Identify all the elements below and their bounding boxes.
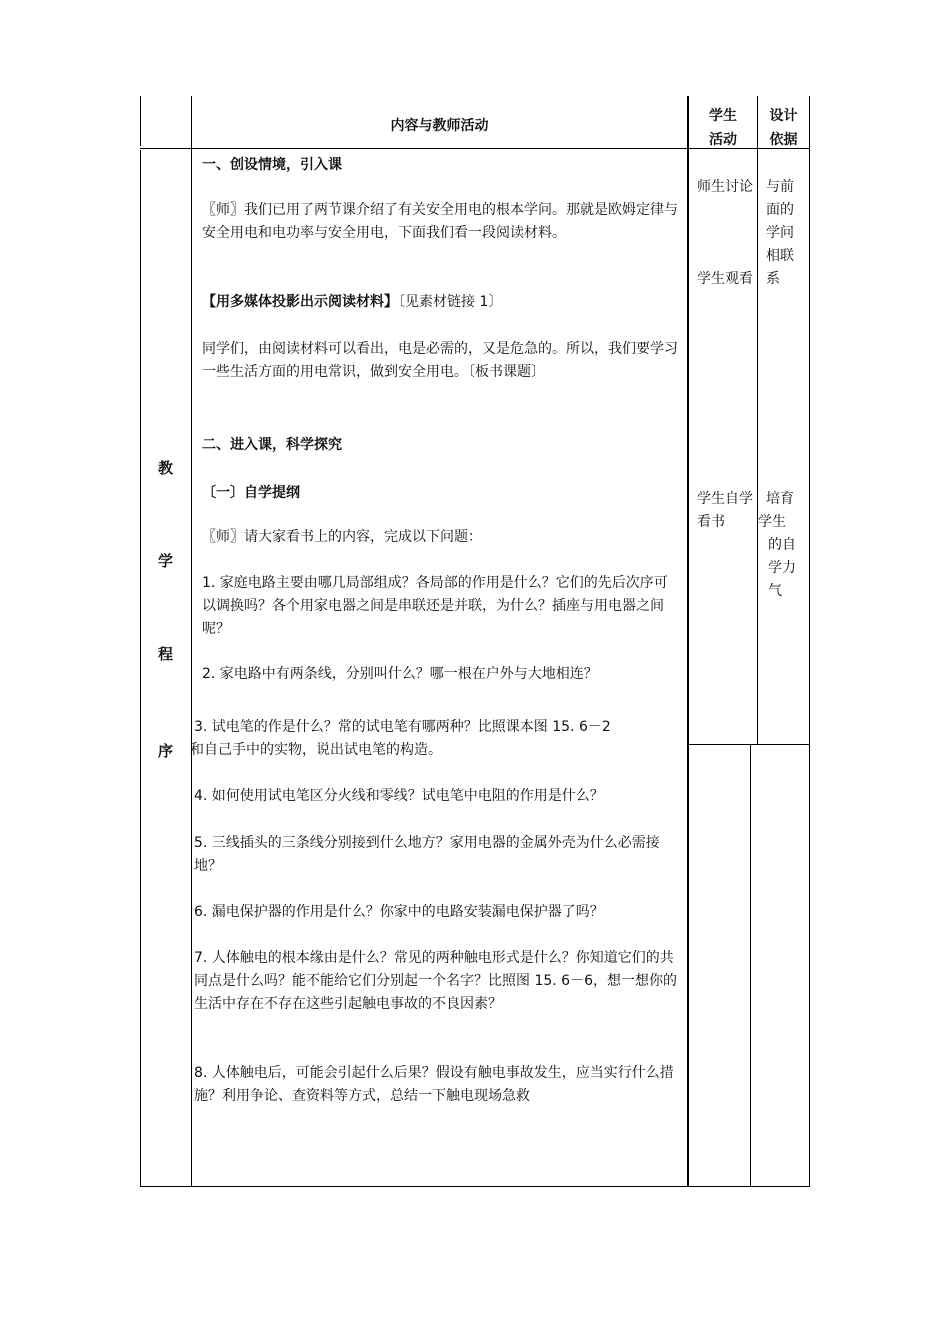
design-basis-2-line1: 培育	[766, 491, 794, 507]
question-6: 6. 漏电保护器的作用是什么？你家中的电路安装漏电保护器了吗？	[194, 904, 604, 920]
section-1-title: 一、创设情境，引入课	[202, 157, 342, 173]
question-1: 1. 家庭电路主要由哪几局部组成？各局部的作用是什么？它们的先后次序可以调换吗？各个用家电器之间是串联还是并联，为什么？插座与用电器之间呢？	[202, 575, 668, 637]
design-basis-2-rest: 的自学力气	[768, 537, 796, 599]
paragraph-1: 〖师〗我们已用了两节课介绍了有关安全用电的根本学问。那就是欧姆定律与安全用电和电功率与安全用电，下面我们看一段阅读材料。	[202, 202, 678, 241]
rule-student-right-top	[757, 96, 758, 744]
paragraph-2	[202, 291, 682, 314]
rule-left-top	[140, 96, 141, 146]
row-label-char-1: 教	[158, 459, 174, 477]
row-label-char-3: 程	[158, 645, 174, 663]
paragraph-2-rest: 〔见素材链接 1〕	[398, 294, 503, 310]
row-label-char-4: 序	[158, 742, 174, 760]
rule-bottom	[140, 1186, 810, 1187]
design-basis-2	[758, 488, 810, 603]
student-activity-3: 学生自学看书	[697, 491, 753, 530]
section-2-subtitle: 〔一〕自学提纲	[202, 485, 300, 501]
question-8: 8. 人体触电后，可能会引起什么后果？假设有触电事故发生，应当实行什么措施？利用争论、查资料等方式，总结一下触电现场急救	[194, 1065, 674, 1104]
row-label-char-2: 学	[158, 552, 174, 570]
header-content: 内容与教师活动	[390, 118, 489, 134]
rule-label-right	[191, 96, 192, 1186]
rule-student-right-bottom	[750, 744, 751, 1186]
rule-content-right	[687, 96, 689, 1186]
question-3-line1: 3. 试电笔的作是什么？常的试电笔有哪两种？比照课本图 15. 6－2	[194, 719, 611, 735]
question-2: 2. 家电路中有两条线，分别叫什么？哪一根在户外与大地相连？	[202, 666, 598, 682]
header-student-activity	[689, 104, 757, 152]
rule-left	[140, 150, 141, 1186]
question-5: 5. 三线插头的三条线分别接到什么地方？家用电器的金属外壳为什么必需接地？	[194, 835, 660, 874]
question-4: 4. 如何使用试电笔区分火线和零线？试电笔中电阻的作用是什么？	[194, 788, 604, 804]
header-student-line1: 学生	[709, 108, 737, 124]
header-student-line2: 活动	[709, 132, 737, 148]
header-design-line2: 依据	[769, 132, 798, 148]
question-7: 7. 人体触电的根本缘由是什么？常见的两种触电形式是什么？你知道它们的共同点是什么吗？能不能给它们分别起一个名字？比照图 15. 6－6，想一想你的生活中存在不存在这些引起触电事故的不良因素？	[194, 950, 677, 1012]
student-activity-2: 学生观看	[697, 271, 753, 287]
design-basis-2-line2: 学生	[758, 514, 786, 530]
paragraph-2-bold: 【用多媒体投影出示阅读材料】	[202, 294, 398, 310]
paragraph-3: 同学们，由阅读材料可以看出，电是必需的，又是危急的。所以，我们要学习一些生活方面的用电常识，做到安全用电。〔板书课题〕	[202, 341, 678, 380]
paragraph-4: 〖师〗请大家看书上的内容，完成以下问题：	[202, 529, 482, 545]
header-design-basis	[758, 104, 809, 152]
header-design-line1: 设计	[769, 108, 798, 124]
question-3-line2: 和自己手中的实物，说出试电笔的构造。	[190, 742, 442, 758]
design-basis-1: 与前面的学问相联系	[766, 179, 794, 287]
section-2-title: 二、进入课，科学探究	[202, 437, 342, 453]
student-activity-1: 师生讨论	[697, 179, 753, 195]
rule-right	[809, 96, 810, 1186]
rule-mid-split	[689, 744, 810, 745]
